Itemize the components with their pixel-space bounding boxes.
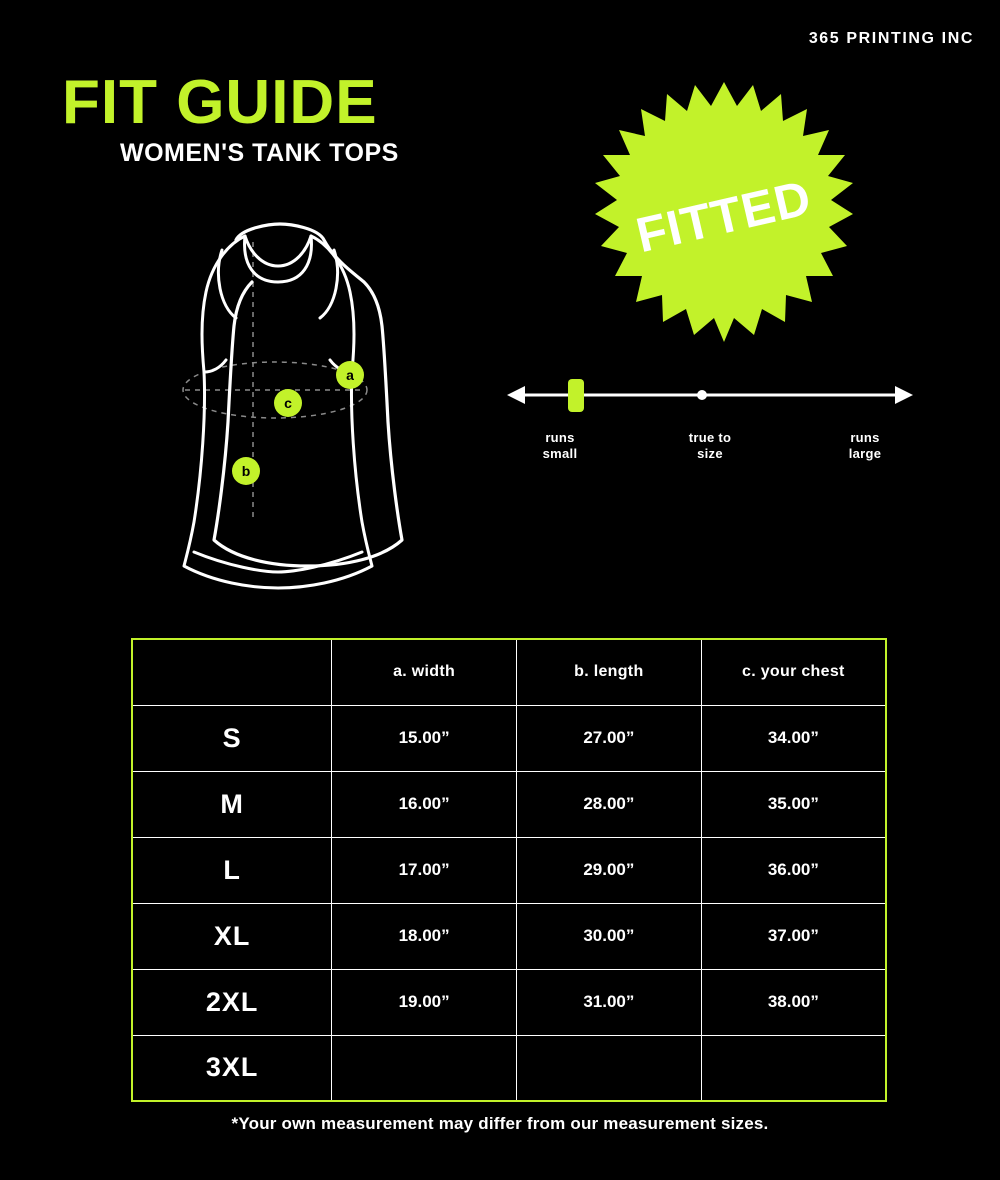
tank-top-icon [150, 222, 450, 602]
row-size: S [132, 705, 332, 771]
row-chest: 36.00” [701, 837, 886, 903]
table-row [132, 705, 886, 771]
marker-a: a [336, 361, 364, 389]
row-width: 15.00” [332, 705, 517, 771]
table-header-chest: c. your chest [701, 639, 886, 705]
footnote: *Your own measurement may differ from our measurement sizes. [231, 1114, 769, 1133]
row-width: 19.00” [332, 969, 517, 1035]
fit-scale-label-small: runs small [542, 430, 578, 462]
marker-b: b [232, 457, 260, 485]
row-size: XL [132, 903, 332, 969]
row-length: 28.00” [516, 771, 701, 837]
table-row [132, 771, 886, 837]
row-length [516, 1035, 701, 1101]
row-length: 30.00” [516, 903, 701, 969]
page-title: FIT GUIDE [62, 68, 378, 137]
fit-scale-labels [505, 430, 915, 476]
marker-c: c [274, 389, 302, 417]
fit-scale-marker [568, 379, 584, 412]
row-chest: 38.00” [701, 969, 886, 1035]
table-row [132, 969, 886, 1035]
table-row [132, 837, 886, 903]
row-length: 27.00” [516, 705, 701, 771]
row-chest: 35.00” [701, 771, 886, 837]
table-header-row [132, 639, 886, 705]
row-length: 29.00” [516, 837, 701, 903]
brand-name: 365 PRINTING INC [808, 30, 974, 47]
table-header-width: a. width [332, 639, 517, 705]
row-width: 16.00” [332, 771, 517, 837]
page-subtitle: WOMEN'S TANK TOPS [120, 139, 399, 167]
row-length: 31.00” [516, 969, 701, 1035]
fit-scale-label-true: true to size [688, 430, 732, 462]
table-header-length: b. length [516, 639, 701, 705]
fit-scale [505, 370, 915, 480]
row-size: L [132, 837, 332, 903]
row-width: 17.00” [332, 837, 517, 903]
row-width [332, 1035, 517, 1101]
fit-scale-axis-icon [505, 370, 915, 426]
table-header-corner [132, 639, 332, 705]
row-size: 2XL [132, 969, 332, 1035]
row-chest: 34.00” [701, 705, 886, 771]
size-table [131, 638, 887, 1102]
row-size: 3XL [132, 1035, 332, 1101]
fitted-badge [585, 78, 863, 356]
fitted-badge-label: FITTED [631, 170, 817, 264]
fit-scale-label-large: runs large [848, 430, 882, 462]
row-size: M [132, 771, 332, 837]
row-width: 18.00” [332, 903, 517, 969]
table-row [132, 903, 886, 969]
table-row [132, 1035, 886, 1101]
row-chest [701, 1035, 886, 1101]
tank-top-illustration [150, 222, 450, 602]
row-chest: 37.00” [701, 903, 886, 969]
